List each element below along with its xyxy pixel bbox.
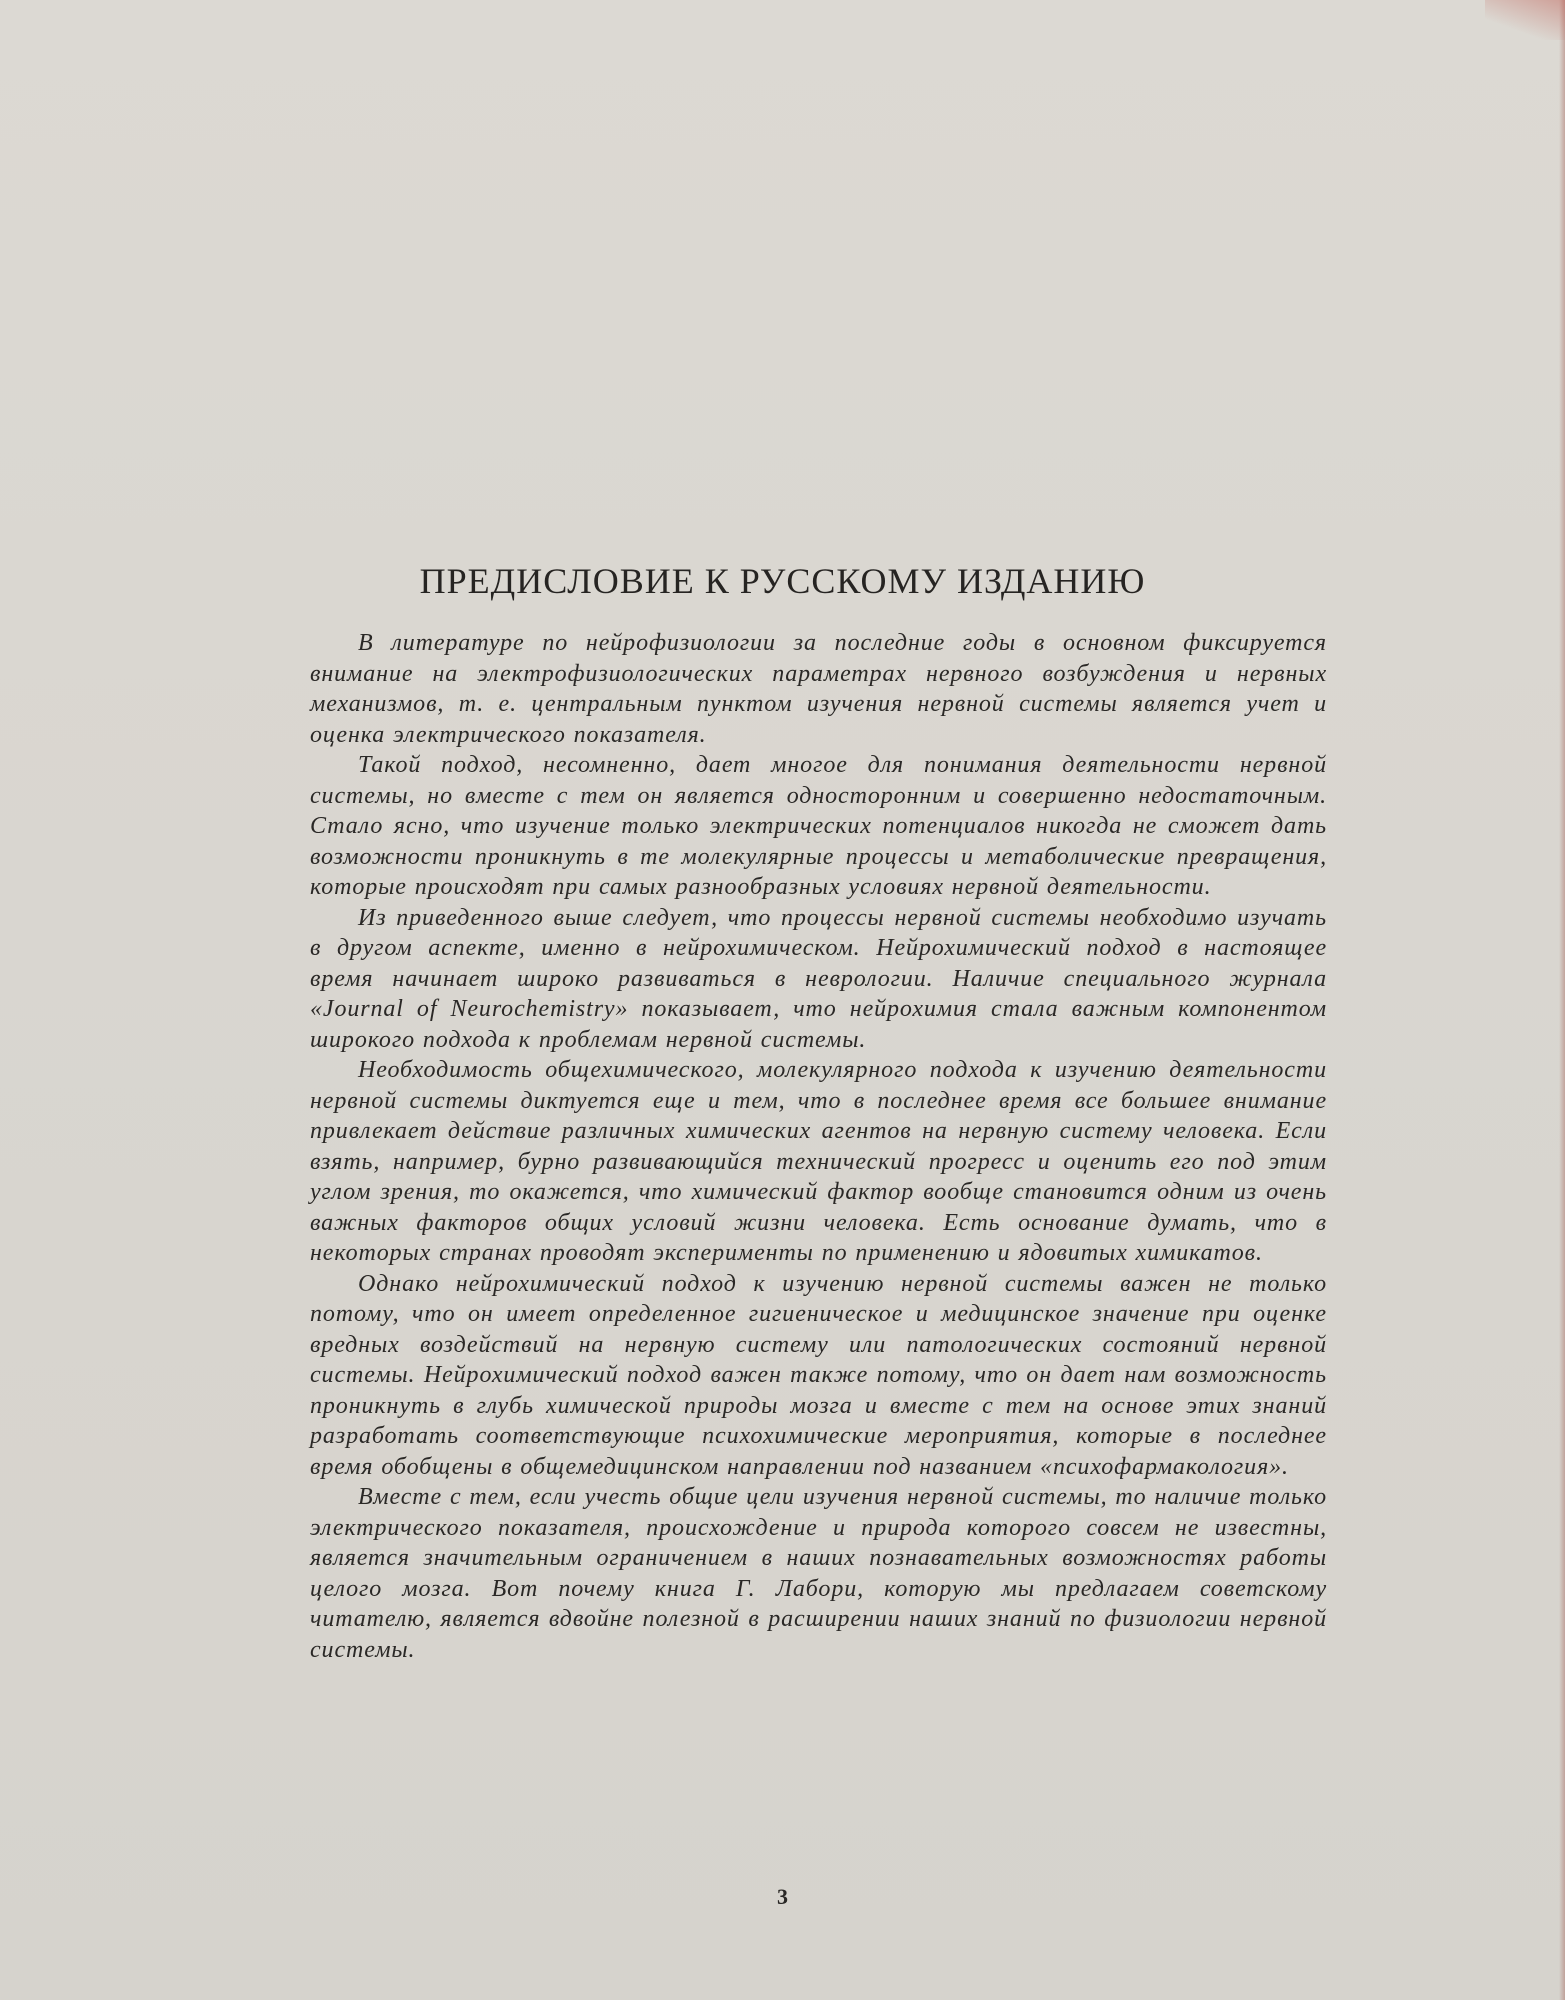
- page-edge-shadow: [1559, 0, 1565, 2000]
- paragraph: Вместе с тем, если учесть общие цели изучения нервной системы, то наличие только электрического показателя, происхождение и природа которого совсем не известны, является значительным ограничением в наших познавательных возможностях работы целого мозга. Вот почему книга Г. Лабори, которую мы предлагаем советскому читателю, является вдвойне полезной в расширении наших знаний по физиологии нервной системы.: [310, 1484, 1327, 1663]
- body-text: [310, 628, 1327, 1665]
- cover-corner: [1485, 0, 1565, 40]
- page-number: 3: [777, 1884, 788, 1909]
- paragraph: Однако нейрохимический подход к изучению нервной системы важен не только потому, что он имеет определенное гигиеническое и медицинское значение при оценке вредных воздействий на нервную систему или патологических состояний нервной системы. Нейрохимический подход важен также потому, что он дает нам возможность проникнуть в глубь химической природы мозга и вместе с тем на основе этих знаний разработать соответствующие психохимические мероприятия, которые в последнее время обобщены в общемедицинском направлении под названием «психофармакология».: [310, 1270, 1327, 1480]
- paragraph: Необходимость общехимического, молекулярного подхода к изучению деятельности нервной системы диктуется еще и тем, что в последнее время все большее внимание привлекает действие различных химических агентов на нервную систему человека. Если взять, например, бурно развивающийся технический прогресс и оценить его под этим углом зрения, то окажется, что химический фактор вообще становится одним из очень важных факторов общих условий жизни человека. Есть основание думать, что в некоторых странах проводят эксперименты по применению и ядовитых химикатов.: [310, 1057, 1327, 1266]
- paragraph: Из приведенного выше следует, что процессы нервной системы необходимо изучать в другом аспекте, именно в нейрохимическом. Нейрохимический подход в настоящее время начинает широко развиваться в неврологии. Наличие специального журнала «Journal of Neurochemistry» показывает, что нейрохимия стала важным компонентом широкого подхода к проблемам нервной системы.: [310, 904, 1327, 1053]
- paragraph: Такой подход, несомненно, дает многое для понимания деятельности нервной системы, но вместе с тем он является односторонним и совершенно недостаточным. Стало ясно, что изучение только электрических потенциалов никогда не сможет дать возможности проникнуть в те молекулярные процессы и метаболические превращения, которые происходят при самых разнообразных условиях нервной деятельности.: [310, 752, 1327, 900]
- paragraph: В литературе по нейрофизиологии за последние годы в основном фиксируется внимание на электрофизиологических параметрах нервного возбуждения и нервных механизмов, т. е. центральным пунктом изучения нервной системы является учет и оценка электрического показателя.: [310, 630, 1327, 748]
- page-title: ПРЕДИСЛОВИЕ К РУССКОМУ ИЗДАНИЮ: [419, 561, 1146, 601]
